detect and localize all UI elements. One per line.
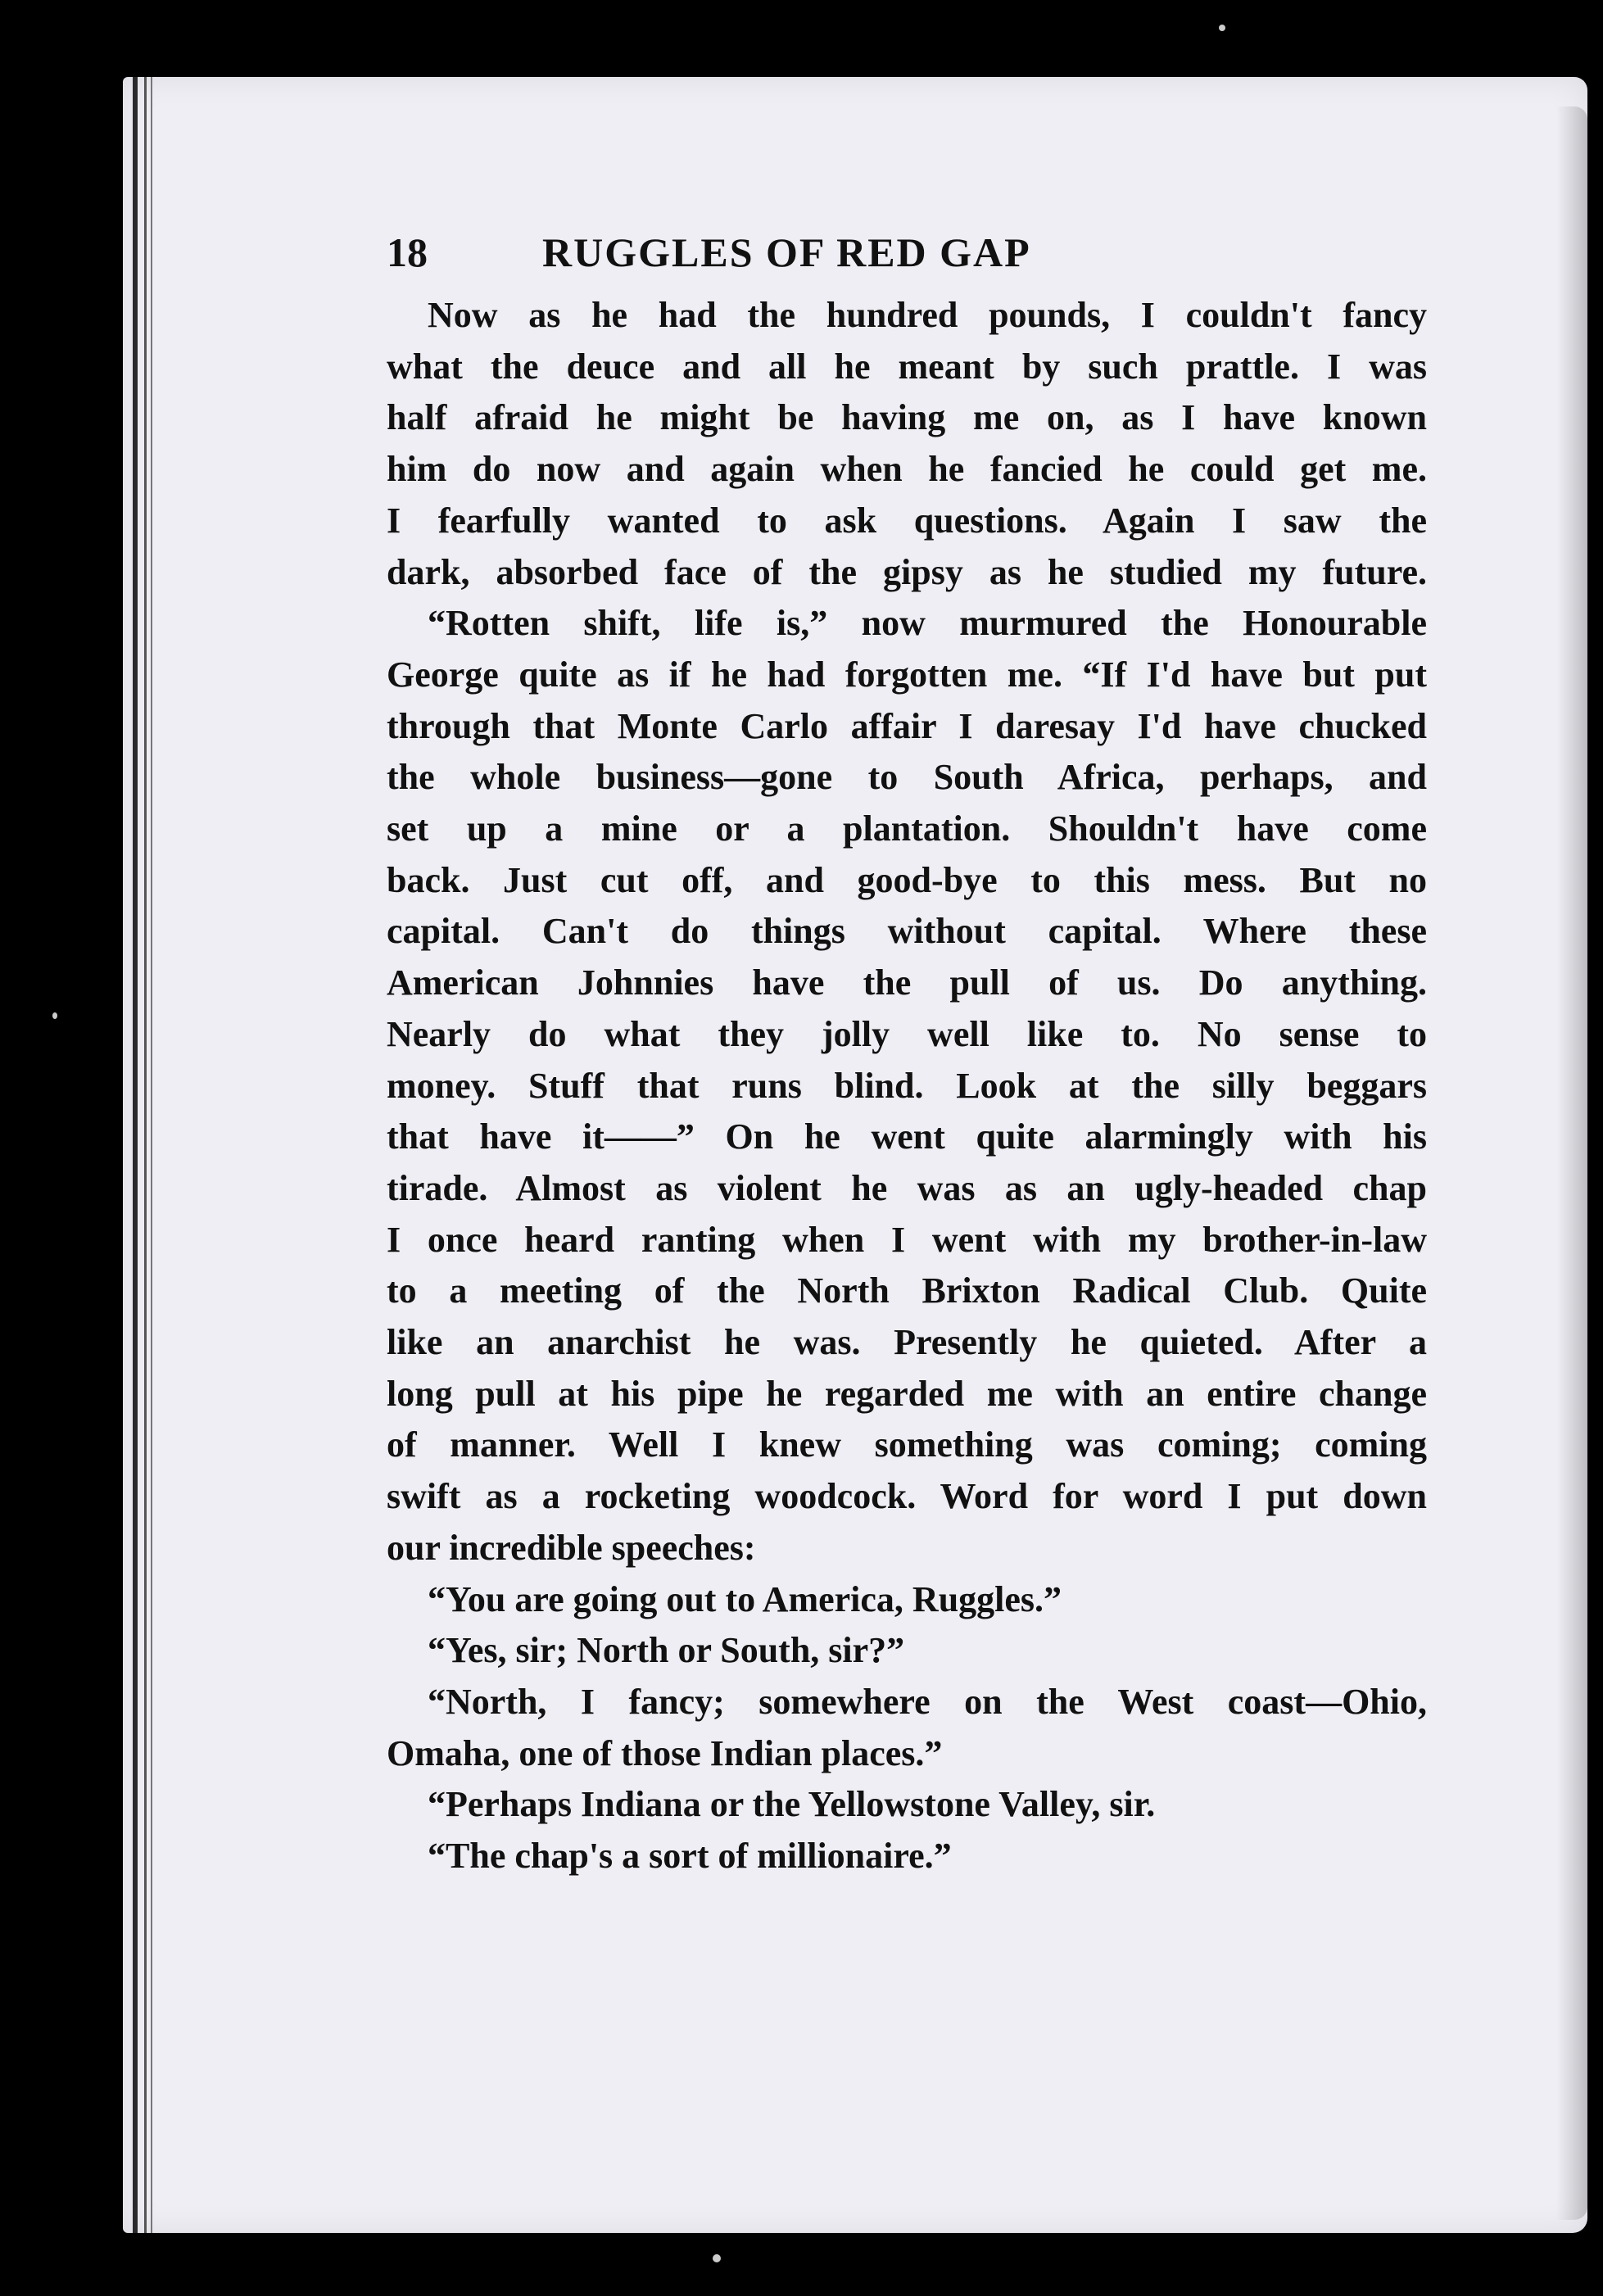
text-line: long pull at his pipe he regarded me with an entire change [387,1373,1427,1414]
text-line: I once heard ranting when I went with my brother-in-law [387,1219,1427,1260]
text-line: dark, absorbed face of the gipsy as he studied my future. [387,551,1427,592]
text-line: George quite as if he had forgotten me. “If I'd have but put [387,654,1427,695]
text-line: what the deuce and all he meant by such prattle. I was [387,346,1427,387]
running-head [387,215,1427,290]
text-line: “North, I fancy; somewhere on the West coast—Ohio, [428,1681,1427,1722]
text-line: capital. Can't do things without capital. Where these [387,911,1427,952]
text-line: the whole business—gone to South Africa, perhaps, and [387,757,1427,798]
text-line: Omaha, one of those Indian places.” [387,1732,943,1773]
scan-speck [52,1012,57,1019]
text-line: “The chap's a sort of millionaire.” [428,1836,952,1877]
text-line: our incredible speeches: [387,1527,756,1568]
text-line: money. Stuff that runs blind. Look at the silly beggars [387,1065,1427,1106]
text-line: like an anarchist he was. Presently he quieted. After a [387,1322,1427,1363]
text-line: “Yes, sir; North or South, sir?” [428,1630,905,1671]
text-line: to a meeting of the North Brixton Radical Club. Quite [387,1270,1427,1311]
text-line: that have it——” On he went quite alarmingly with his [387,1116,1427,1157]
page-number: 18 [387,229,428,275]
binding-line [151,77,152,2233]
text-line: “Perhaps Indiana or the Yellowstone Valley, sir. [428,1784,1156,1825]
page-edge-shadow [1556,106,1587,2220]
body-text [387,290,1427,1882]
text-line: half afraid he might be having me on, as I have known [387,397,1427,438]
text-line: Now as he had the hundred pounds, I couldn't fancy [428,295,1427,335]
text-line: of manner. Well I knew something was coming; coming [387,1424,1427,1465]
text-line: I fearfully wanted to ask questions. Again I saw the [387,500,1427,541]
text-line: “You are going out to America, Ruggles.” [428,1578,1062,1619]
text-line: through that Monte Carlo affair I daresay I'd have chucked [387,705,1427,746]
book-title: RUGGLES OF RED GAP [542,229,1031,275]
text-line: Nearly do what they jolly well like to. No sense to [387,1013,1427,1054]
scan-speck [1219,25,1225,31]
text-line: tirade. Almost as violent he was as an ugly-headed chap [387,1167,1427,1208]
page-text-block [387,215,1427,1882]
binding-line [133,77,138,2233]
text-line: “Rotten shift, life is,” now murmured the Honourable [428,603,1427,644]
page-binding-edge [123,77,161,2233]
text-line: swift as a rocketing woodcock. Word for word I put down [387,1476,1427,1517]
text-line: set up a mine or a plantation. Shouldn't have come [387,808,1427,849]
scan-speck [713,2254,721,2262]
binding-line [144,77,147,2233]
text-line: him do now and again when he fancied he could get me. [387,449,1427,490]
text-line: American Johnnies have the pull of us. Do anything. [387,962,1427,1003]
text-line: back. Just cut off, and good-bye to this mess. But no [387,859,1427,900]
